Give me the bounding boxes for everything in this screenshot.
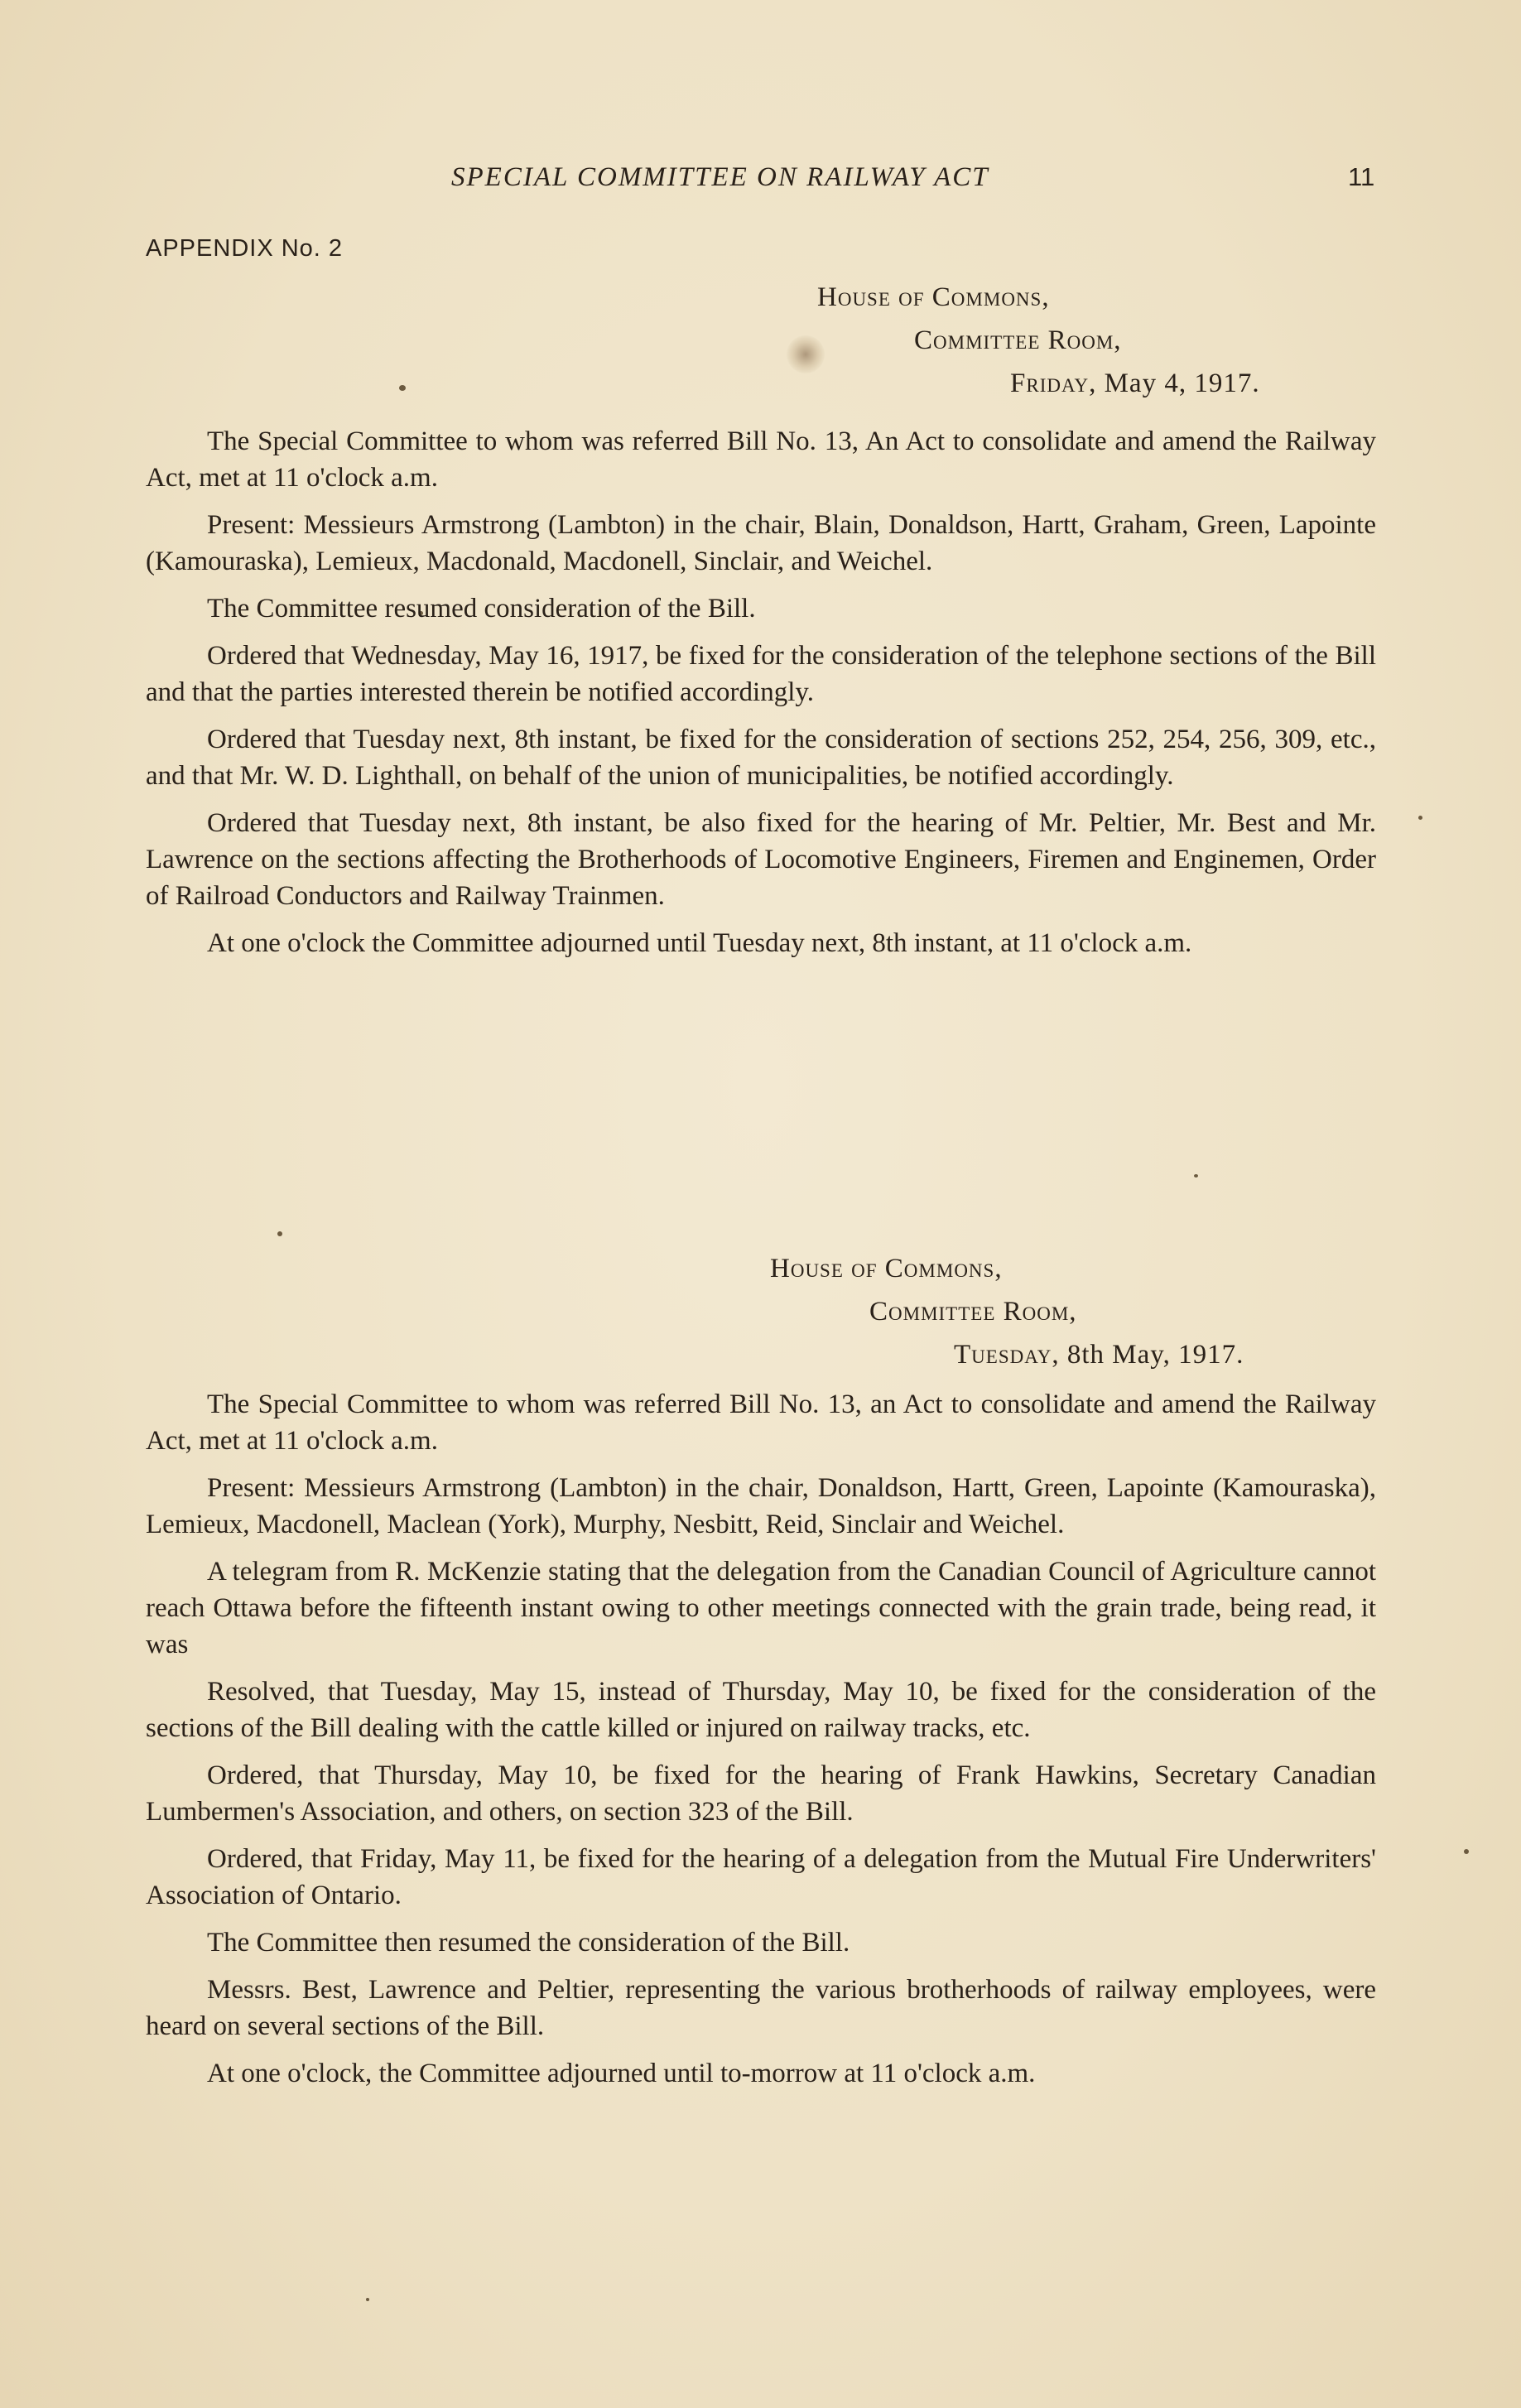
meeting-1-paragraph: Ordered that Wednesday, May 16, 1917, be fixed for the consideration of the telephone sections of the Bill and that the parties interested therein be notified accordingly. — [146, 641, 1376, 707]
page-number: 11 — [1348, 162, 1375, 191]
meeting-2-paragraph: Messrs. Best, Lawrence and Peltier, representing the various brotherhoods of railway employees, were heard on several sections of the Bill. — [146, 1975, 1376, 2041]
running-head — [0, 162, 1521, 204]
meeting-2-place-line-1: House of Commons, — [770, 1254, 1003, 1283]
paper-speck — [1464, 1849, 1469, 1854]
meeting-2-date: 8th May, 1917. — [1066, 1340, 1244, 1370]
meeting-1-place-line-2: Committee Room, — [914, 325, 1122, 355]
running-head-title: SPECIAL COMMITTEE ON RAILWAY ACT — [451, 162, 989, 192]
meeting-1-paragraph: At one o'clock the Committee adjourned until Tuesday next, 8th instant, at 11 o'clock a.m. — [207, 928, 1192, 958]
meeting-2-weekday: Tuesday, — [954, 1340, 1060, 1370]
meeting-2-paragraph: Ordered, that Thursday, May 10, be fixed for the hearing of Frank Hawkins, Secretary Canadian Lumbermen's Association, and others, on section 323 of the Bill. — [146, 1760, 1376, 1827]
meeting-2-paragraph: A telegram from R. McKenzie stating that the delegation from the Canadian Council of Agriculture cannot reach Ottawa before the fifteenth instant owing to other meetings connected with the grain trade, being read, it was — [146, 1557, 1376, 1659]
meeting-1-paragraph: Present: Messieurs Armstrong (Lambton) in the chair, Blain, Donaldson, Hartt, Graham, Green, Lapointe (Kamouraska), Lemieux, Macdonald, Macdonell, Sinclair, and Weichel. — [146, 510, 1376, 576]
meeting-2-minutes — [146, 1386, 1376, 2102]
meeting-1-paragraph: Ordered that Tuesday next, 8th instant, be fixed for the consideration of sections 252, 254, 256, 309, etc., and that Mr. W. D. Lighthall, on behalf of the union of municipalities, be notified accordingly. — [146, 725, 1376, 791]
meeting-2-paragraph: Ordered, that Friday, May 11, be fixed for the hearing of a delegation from the Mutual Fire Underwriters' Association of Ontario. — [146, 1844, 1376, 1910]
paper-speck — [1418, 816, 1422, 820]
meeting-2-paragraph: Present: Messieurs Armstrong (Lambton) in the chair, Donaldson, Hartt, Green, Lapointe (Kamouraska), Lemieux, Macdonell, Maclean (York), Murphy, Nesbitt, Reid, Sinclair and Weichel. — [146, 1473, 1376, 1539]
meeting-2-heading — [0, 1247, 1521, 1388]
appendix-label: APPENDIX No. 2 — [146, 235, 344, 262]
meeting-2-paragraph: Resolved, that Tuesday, May 15, instead of Thursday, May 10, be fixed for the consideration of the sections of the Bill dealing with the cattle killed or injured on railway tracks, etc. — [146, 1677, 1376, 1743]
meeting-1-minutes — [146, 423, 1376, 972]
meeting-1-paragraph: The Special Committee to whom was referred Bill No. 13, An Act to consolidate and amend the Railway Act, met at 11 o'clock a.m. — [146, 426, 1376, 493]
paper-speck — [366, 2298, 369, 2301]
meeting-2-paragraph: The Committee then resumed the consideration of the Bill. — [207, 1928, 850, 1958]
meeting-1-date: May 4, 1917. — [1104, 368, 1260, 398]
meeting-2-place-line-2: Committee Room, — [869, 1297, 1077, 1327]
meeting-1-paragraph: The Committee resumed consideration of the Bill. — [207, 594, 756, 624]
meeting-1-place-line-1: House of Commons, — [817, 282, 1050, 312]
meeting-1-heading — [0, 276, 1521, 417]
meeting-2-paragraph: The Special Committee to whom was referred Bill No. 13, an Act to consolidate and amend the Railway Act, met at 11 o'clock a.m. — [146, 1389, 1376, 1456]
meeting-1-weekday: Friday, — [1010, 368, 1097, 398]
meeting-1-paragraph: Ordered that Tuesday next, 8th instant, be also fixed for the hearing of Mr. Peltier, Mr. Best and Mr. Lawrence on the sections affecting the Brotherhoods of Locomotive Engineers, Firemen and Enginemen, Order of Railroad Conductors and Railway Trainmen. — [146, 808, 1376, 911]
meeting-2-paragraph: At one o'clock, the Committee adjourned until to-morrow at 11 o'clock a.m. — [207, 2059, 1036, 2088]
paper-speck — [277, 1231, 282, 1236]
paper-speck — [1194, 1174, 1198, 1178]
meeting-1-date-line — [1010, 362, 1260, 406]
meeting-2-date-line — [954, 1333, 1244, 1377]
